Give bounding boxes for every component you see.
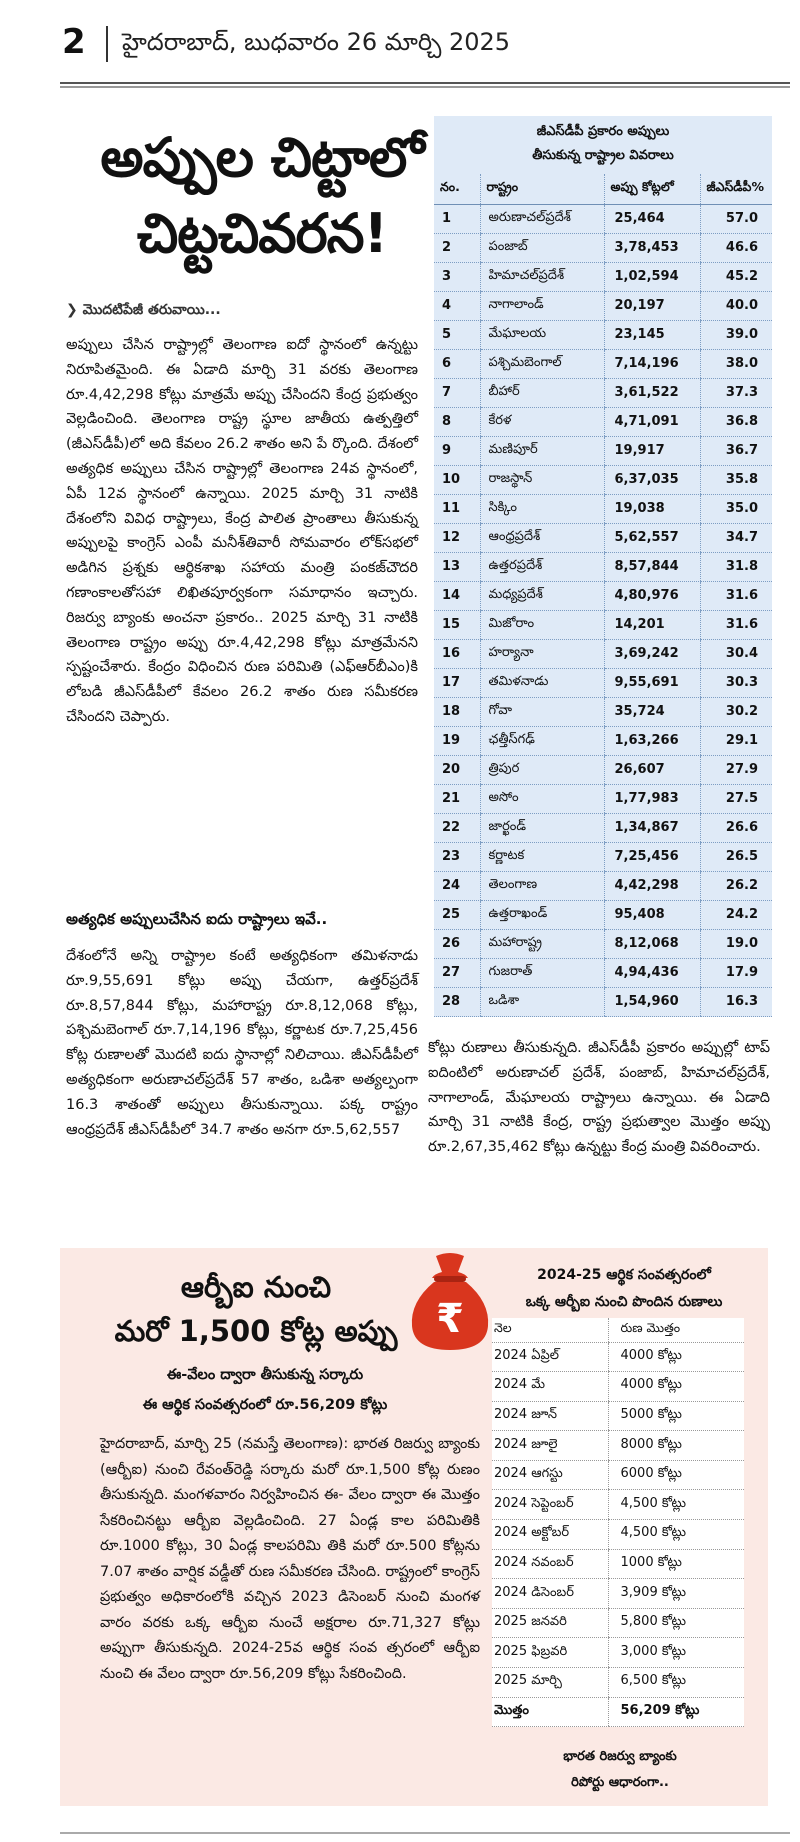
rupee-symbol: ₹ (436, 1296, 464, 1342)
rbi-table-row (492, 1342, 744, 1372)
row-number: 16 (434, 639, 480, 668)
table-row (434, 929, 772, 958)
row-gsdp: 36.8 (700, 407, 772, 436)
row-gsdp: 35.0 (700, 494, 772, 523)
table-row (434, 784, 772, 813)
row-gsdp: 34.7 (700, 523, 772, 552)
row-state: అసోం (480, 784, 604, 813)
row-state: అరుణాచల్‌ప్రదేశ్ (480, 204, 604, 233)
rbi-loans-table (492, 1318, 744, 1727)
table-row (434, 407, 772, 436)
row-gsdp: 46.6 (700, 233, 772, 262)
table-row (434, 552, 772, 581)
table-row (434, 755, 772, 784)
row-debt: 35,724 (604, 697, 700, 726)
rbi-table-row (492, 1460, 744, 1490)
row-gsdp: 26.6 (700, 813, 772, 842)
row-debt: 3,69,242 (604, 639, 700, 668)
article-paragraph-2: దేశంలోనే అన్ని రాష్ట్రాల కంటే అత్యధికంగా తమిళనాడు రూ.9,55,691 కోట్లు అప్పు చేయగా, ఉత్తర్‌ప్రదేశ్ రూ.8,57,844 కోట్లు, మహారాష్ట్ర రూ.8,12,068 కోట్లు, పశ్చిమబెంగాల్ రూ.7,14,196 కోట్లు, కర్ణాటక రూ.7,25,456 కోట్ల రుణాలతో మొదటి ఐదు స్థానాల్లో నిలిచాయి. జీఎస్‌డీపీలో అత్యధికంగా అరుణాచల్‌ప్రదేశ్ 57 శాతం, ఒడిశా అత్యల్పంగా 16.3 శాతంతో అప్పులు తీసుకున్నాయి. పక్క రాష్ట్రం ఆంధ్రప్రదేశ్ జీఎస్‌డీపీలో 34.7 శాతం అనగా రూ.5,62,557 (66, 948, 418, 1138)
row-number: 1 (434, 204, 480, 233)
row-gsdp: 29.1 (700, 726, 772, 755)
row-gsdp: 39.0 (700, 320, 772, 349)
table-row (434, 233, 772, 262)
row-gsdp: 31.6 (700, 610, 772, 639)
rbi-table-row (492, 1401, 744, 1431)
row-gsdp: 35.8 (700, 465, 772, 494)
table-row (434, 668, 772, 697)
source-line-1: భారత రిజర్వు బ్యాంకు (563, 1749, 677, 1764)
rbi-table-row (492, 1490, 744, 1520)
row-month: 2025 జనవరి (492, 1608, 608, 1638)
row-number: 13 (434, 552, 480, 581)
row-month: 2024 సెప్టెంబర్ (492, 1490, 608, 1520)
table-row (434, 291, 772, 320)
rbi-table-caption-line-1: 2024-25 ఆర్థిక సంవత్సరంలో (537, 1267, 711, 1283)
row-debt: 23,145 (604, 320, 700, 349)
row-amount: 6000 కోట్లు (608, 1460, 744, 1490)
row-gsdp: 30.4 (700, 639, 772, 668)
row-debt: 4,42,298 (604, 871, 700, 900)
dateline: హైదరాబాద్, బుధవారం 26 మార్చి 2025 (122, 28, 511, 56)
table-row (434, 581, 772, 610)
row-gsdp: 38.0 (700, 349, 772, 378)
row-number: 22 (434, 813, 480, 842)
table-row (434, 900, 772, 929)
row-number: 10 (434, 465, 480, 494)
page-header (60, 18, 790, 68)
row-debt: 6,37,035 (604, 465, 700, 494)
money-bag-icon (406, 1250, 494, 1354)
rbi-table-header-row (492, 1318, 744, 1342)
table-caption-line-1: జీఎస్‌డీపీ ప్రకారం అప్పులు (536, 124, 670, 139)
total-amount: 56,209 కోట్లు (608, 1697, 744, 1727)
header-debt: అప్పు కోట్లలో (604, 174, 700, 204)
row-gsdp: 31.6 (700, 581, 772, 610)
row-amount: 4,500 కోట్లు (608, 1490, 744, 1520)
row-debt: 9,55,691 (604, 668, 700, 697)
row-amount: 8000 కోట్లు (608, 1431, 744, 1461)
row-gsdp: 16.3 (700, 987, 772, 1016)
row-state: హర్యానా (480, 639, 604, 668)
table-row (434, 813, 772, 842)
row-number: 11 (434, 494, 480, 523)
rbi-table-total-row (492, 1697, 744, 1727)
row-gsdp: 31.8 (700, 552, 772, 581)
row-state: కేరళ (480, 407, 604, 436)
row-amount: 3,000 కోట్లు (608, 1638, 744, 1668)
rbi-headline-line-1: ఆర్బీఐ నుంచి (180, 1270, 332, 1304)
row-state: బీహార్ (480, 378, 604, 407)
article-paragraph-1: అప్పులు చేసిన రాష్ట్రాల్లో తెలంగాణ ఐదో స్థానంలో ఉన్నట్టు నిరూపితమైంది. ఈ ఏడాది మార్చి 31 వరకు తెలంగాణ రూ.4,42,298 కోట్లు మాత్రమే అప్పు చేసిందని కేంద్ర ప్రభుత్వం వెల్లడించింది. తెలంగాణ రాష్ట్ర స్థూల జాతీయ ఉత్పత్తిలో (జీఎస్‌డీపీ)లో అది కేవలం 26.2 శాతం అని పే ర్కొంది. దేశంలో అత్యధిక అప్పులు చేసిన రాష్ట్రాల్లో తెలంగాణ 24వ స్థానంలో, ఏపీ 12వ స్థానంలో ఉన్నాయి. 2025 మార్చి 31 నాటికి దేశంలోని వివిధ రాష్ట్రాలు, కేంద్ర పాలిత ప్రాంతాలు తీసుకున్న అప్పులపై కాంగ్రెస్ ఎంపీ మనీశ్‌తివారీ సోమవారం లోక్‌సభలో అడిగిన ప్రశ్నకు ఆర్థికశాఖ సహాయ మంత్రి పంకజ్‌చౌదరి గణాంకాలతోసహా లిఖితపూర్వకంగా సమాధానం ఇచ్చారు. రిజర్వు బ్యాంకు అంచనా ప్రకారం.. 2025 మార్చి 31 నాటికి తెలంగాణ రాష్ట్రం అప్పు రూ.4,42,298 కోట్లు మాత్రమేనని స్పష్టంచేశారు. కేంద్రం విధించిన రుణ పరిమితి (ఎఫ్‌ఆర్‌బీఎం)కి లోబడి జీఎస్‌డీపీలో కేవలం 26.2 శాతం రుణ సమీకరణ చేసిందని చెప్పారు. (66, 337, 418, 725)
row-number: 19 (434, 726, 480, 755)
table-header-row (434, 174, 772, 204)
table-row (434, 726, 772, 755)
row-number: 26 (434, 929, 480, 958)
rbi-headline-line-2: మరో 1,500 కోట్ల అప్పు (114, 1314, 398, 1348)
main-headline (92, 120, 432, 272)
table-row (434, 465, 772, 494)
row-amount: 4,500 కోట్లు (608, 1520, 744, 1550)
row-number: 9 (434, 436, 480, 465)
row-debt: 8,12,068 (604, 929, 700, 958)
headline-line-1: అప్పుల చిట్టాలో (100, 126, 424, 189)
row-debt: 4,94,436 (604, 958, 700, 987)
row-number: 15 (434, 610, 480, 639)
row-month: 2024 ఏప్రిల్ (492, 1342, 608, 1372)
header-state: రాష్ట్రం (480, 174, 604, 204)
row-amount: 1000 కోట్లు (608, 1549, 744, 1579)
row-number: 2 (434, 233, 480, 262)
header-divider (106, 26, 108, 62)
rbi-subhead-line-1: ఈ-వేలం ద్వారా తీసుకున్న సర్కారు (166, 1367, 364, 1383)
row-state: ఉత్తరప్రదేశ్ (480, 552, 604, 581)
row-number: 21 (434, 784, 480, 813)
header-amount: రుణ మొత్తం (608, 1318, 744, 1342)
rbi-subhead-line-2: ఈ ఆర్థిక సంవత్సరంలో రూ.56,209 కోట్లు (142, 1397, 388, 1413)
row-month: 2024 జూలై (492, 1431, 608, 1461)
rbi-table-row (492, 1431, 744, 1461)
row-amount: 3,909 కోట్లు (608, 1579, 744, 1609)
row-state: తెలంగాణ (480, 871, 604, 900)
table-row (434, 958, 772, 987)
rbi-headline (96, 1265, 416, 1353)
continued-label (66, 302, 221, 321)
row-number: 24 (434, 871, 480, 900)
row-debt: 1,34,867 (604, 813, 700, 842)
table-row (434, 204, 772, 233)
row-state: రాజస్థాన్ (480, 465, 604, 494)
row-number: 12 (434, 523, 480, 552)
row-debt: 1,77,983 (604, 784, 700, 813)
table-row (434, 494, 772, 523)
rbi-table-row (492, 1638, 744, 1668)
row-state: హిమాచల్‌ప్రదేశ్ (480, 262, 604, 291)
row-gsdp: 19.0 (700, 929, 772, 958)
rbi-table-row (492, 1668, 744, 1698)
row-state: జార్ఖండ్ (480, 813, 604, 842)
row-state: పంజాబ్ (480, 233, 604, 262)
table-row (434, 262, 772, 291)
table-row (434, 523, 772, 552)
row-gsdp: 30.2 (700, 697, 772, 726)
row-debt: 3,78,453 (604, 233, 700, 262)
row-amount: 6,500 కోట్లు (608, 1668, 744, 1698)
row-month: 2024 అక్టోబర్ (492, 1520, 608, 1550)
headline-line-2: చిట్టచివరన! (136, 202, 388, 265)
row-number: 23 (434, 842, 480, 871)
row-gsdp: 40.0 (700, 291, 772, 320)
row-gsdp: 17.9 (700, 958, 772, 987)
row-state: ఉత్తరాఖండ్ (480, 900, 604, 929)
row-number: 14 (434, 581, 480, 610)
table-row (434, 378, 772, 407)
table-caption (434, 116, 772, 174)
rbi-table-row (492, 1579, 744, 1609)
row-debt: 95,408 (604, 900, 700, 929)
table-row (434, 610, 772, 639)
row-state: మధ్యప్రదేశ్ (480, 581, 604, 610)
row-debt: 19,917 (604, 436, 700, 465)
row-state: మణిపూర్ (480, 436, 604, 465)
row-state: త్రిపుర (480, 755, 604, 784)
row-debt: 5,62,557 (604, 523, 700, 552)
row-state: ఆంధ్రప్రదేశ్ (480, 523, 604, 552)
row-amount: 4000 కోట్లు (608, 1372, 744, 1402)
article-paragraph-3: కోట్లు రుణాలు తీసుకున్నది. జీఎస్‌డీపీ ప్రకారం అప్పుల్లో టాప్ ఐదింటిలో అరుణాచల్ ప్రదేశ్, పంజాబ్, హిమాచల్‌ప్రదేశ్, నాగాలాండ్, మేఘాలయ రాష్ట్రాలు ఉన్నాయి. ఈ ఏడాది మార్చి 31 నాటికి కేంద్ర, రాష్ట్ర ప్రభుత్వాల మొత్తం అప్పు రూ.2,67,35,462 కోట్లు ఉన్నట్టు కేంద్ర మంత్రి వివరించారు. (428, 1040, 770, 1156)
table-row (434, 697, 772, 726)
table-caption-line-2: తీసుకున్న రాష్ట్రాల వివరాలు (532, 148, 674, 163)
row-state: మేఘాలయ (480, 320, 604, 349)
table-row (434, 842, 772, 871)
chevron-right-icon: ❯ (66, 302, 83, 318)
row-debt: 4,71,091 (604, 407, 700, 436)
row-number: 28 (434, 987, 480, 1016)
row-debt: 1,63,266 (604, 726, 700, 755)
row-gsdp: 27.5 (700, 784, 772, 813)
rbi-article-paragraph: హైదరాబాద్, మార్చి 25 (నమస్తే తెలంగాణ): భారత రిజర్వు బ్యాంకు (ఆర్బీఐ) నుంచి రేవంత్‌రెడ్డి సర్కారు మరో రూ.1,500 కోట్ల రుణం తీసుకున్నది. మంగళవారం నిర్వహించిన ఈ- వేలం ద్వారా ఈ మొత్తం సేకరించినట్టు ఆర్బీఐ వెల్లడించింది. 27 ఏండ్ల కాల పరిమితికి రూ.1000 కోట్లు, 30 ఏండ్ల కాలపరిమి తికి మరో రూ.500 కోట్లను 7.07 శాతం వార్షిక వడ్డీతో రుణ సమీకరణ చేసింది. రాష్ట్రంలో కాంగ్రెస్ ప్రభుత్వం అధికారంలోకి వచ్చిన 2023 డిసెంబర్ నుంచి మంగళ వారం వరకు ఒక్క ఆర్బీఐ నుంచే అక్షరాల రూ.71,327 కోట్లు అప్పుగా తీసుకున్నది. 2024-25వ ఆర్థిక సంవ త్సరంలో ఆర్బీఐ నుంచి ఈ వేలం ద్వారా రూ.56,209 కోట్లు సేకరించింది. (100, 1436, 480, 1682)
row-debt: 14,201 (604, 610, 700, 639)
page-number: 2 (62, 22, 86, 62)
table-row (434, 639, 772, 668)
rbi-table-row (492, 1520, 744, 1550)
row-month: 2024 జూన్ (492, 1401, 608, 1431)
row-debt: 4,80,976 (604, 581, 700, 610)
table-row (434, 349, 772, 378)
total-label: మొత్తం (492, 1697, 608, 1727)
row-gsdp: 30.3 (700, 668, 772, 697)
row-number: 7 (434, 378, 480, 407)
row-month: 2025 ఫిబ్రవరి (492, 1638, 608, 1668)
state-debt-grid (434, 174, 772, 1017)
row-gsdp: 27.9 (700, 755, 772, 784)
header-number: నం. (434, 174, 480, 204)
table-row (434, 320, 772, 349)
row-amount: 5,800 కోట్లు (608, 1608, 744, 1638)
row-gsdp: 36.7 (700, 436, 772, 465)
continued-text: మొదటిపేజీ తరువాయి... (82, 302, 221, 318)
row-state: ఒడిశా (480, 987, 604, 1016)
row-gsdp: 26.2 (700, 871, 772, 900)
row-debt: 19,038 (604, 494, 700, 523)
row-state: కర్ణాటక (480, 842, 604, 871)
row-debt: 8,57,844 (604, 552, 700, 581)
row-debt: 25,464 (604, 204, 700, 233)
row-state: గోవా (480, 697, 604, 726)
row-state: మిజోరాం (480, 610, 604, 639)
rbi-table-row (492, 1372, 744, 1402)
rbi-table-caption-line-2: ఒక్క ఆర్బీఐ నుంచి పొందిన రుణాలు (525, 1294, 723, 1310)
row-debt: 26,607 (604, 755, 700, 784)
row-state: పశ్చిమబెంగాల్ (480, 349, 604, 378)
row-month: 2024 డిసెంబర్ (492, 1579, 608, 1609)
row-gsdp: 24.2 (700, 900, 772, 929)
row-debt: 1,02,594 (604, 262, 700, 291)
source-line-2: రిపోర్టు ఆధారంగా.. (571, 1775, 669, 1790)
row-number: 5 (434, 320, 480, 349)
row-debt: 1,54,960 (604, 987, 700, 1016)
row-gsdp: 37.3 (700, 378, 772, 407)
rbi-table-caption (488, 1262, 760, 1316)
article-subhead: అత్యధిక అప్పులుచేసిన ఐదు రాష్ట్రాలు ఇవే.. (66, 910, 328, 928)
header-rule (60, 82, 790, 88)
row-state: నాగాలాండ్ (480, 291, 604, 320)
row-number: 6 (434, 349, 480, 378)
row-gsdp: 45.2 (700, 262, 772, 291)
row-state: తమిళనాడు (480, 668, 604, 697)
row-month: 2024 నవంబర్ (492, 1549, 608, 1579)
row-number: 3 (434, 262, 480, 291)
header-month: నెల (492, 1318, 608, 1342)
row-state: గుజరాత్ (480, 958, 604, 987)
table-row (434, 987, 772, 1016)
row-number: 8 (434, 407, 480, 436)
state-debt-table (434, 116, 772, 1017)
rbi-table-row (492, 1549, 744, 1579)
row-state: ఛత్తీస్‌గఢ్ (480, 726, 604, 755)
row-month: 2024 మే (492, 1372, 608, 1402)
row-number: 17 (434, 668, 480, 697)
row-gsdp: 26.5 (700, 842, 772, 871)
header-gsdp: జీఎస్‌డీపీ% (700, 174, 772, 204)
table-source (500, 1744, 740, 1796)
row-number: 20 (434, 755, 480, 784)
row-amount: 5000 కోట్లు (608, 1401, 744, 1431)
row-number: 25 (434, 900, 480, 929)
row-debt: 7,14,196 (604, 349, 700, 378)
rbi-subhead (95, 1360, 435, 1420)
table-row (434, 436, 772, 465)
row-state: మహారాష్ట్ర (480, 929, 604, 958)
row-amount: 4000 కోట్లు (608, 1342, 744, 1372)
row-debt: 20,197 (604, 291, 700, 320)
table-row (434, 871, 772, 900)
row-debt: 7,25,456 (604, 842, 700, 871)
row-month: 2025 మార్చి (492, 1668, 608, 1698)
row-debt: 3,61,522 (604, 378, 700, 407)
row-month: 2024 ఆగస్టు (492, 1460, 608, 1490)
row-number: 18 (434, 697, 480, 726)
row-state: సిక్కిం (480, 494, 604, 523)
footer-rule (60, 1832, 790, 1834)
row-number: 27 (434, 958, 480, 987)
rbi-table-row (492, 1608, 744, 1638)
row-gsdp: 57.0 (700, 204, 772, 233)
row-number: 4 (434, 291, 480, 320)
